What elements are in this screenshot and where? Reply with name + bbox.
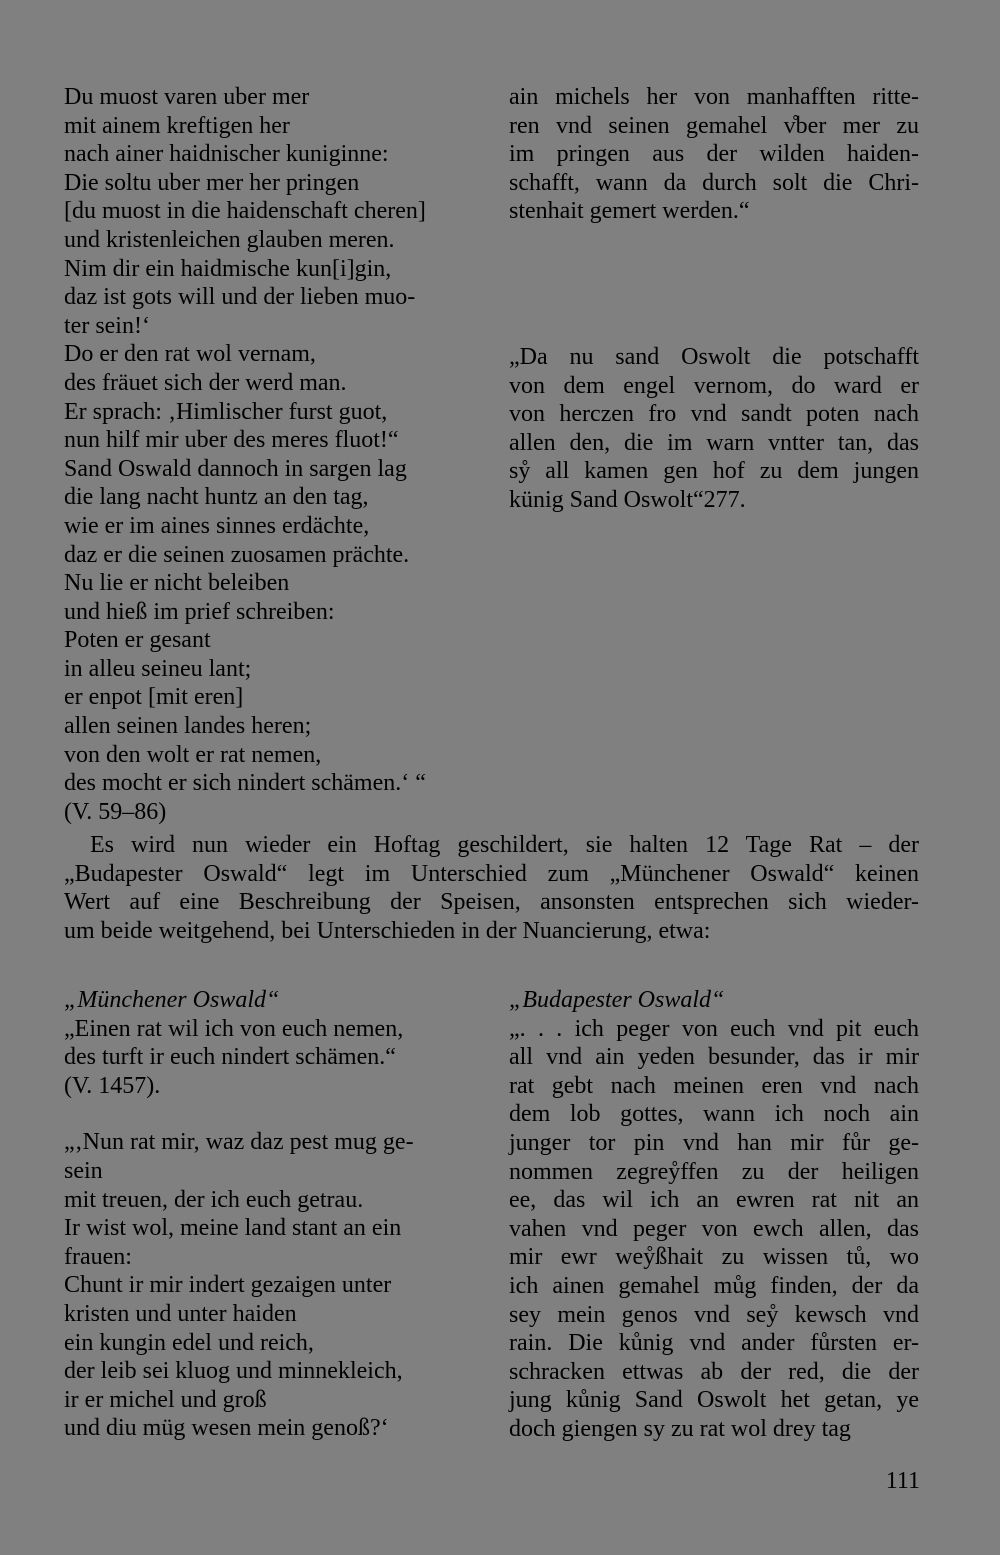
muenchener-oswald-heading: „Münchener Oswald“	[64, 987, 280, 1013]
text-line: sẙ all kamen gen hof zu dem jungen	[509, 458, 919, 485]
text-line: jung kůnig Sand Oswolt het getan, ye	[509, 1387, 919, 1414]
text-line: mir ewr weẙßhait zu wissen tů, wo	[509, 1244, 919, 1271]
right-prose-block-middle	[509, 343, 919, 515]
text-line: daz er die seinen zuosamen prächte.	[64, 541, 410, 568]
text-line: mit treuen, der ich euch getrau.	[64, 1186, 364, 1213]
text-line: Wert auf eine Beschreibung der Speisen, ansonsten entsprechen sich wieder-	[64, 889, 919, 916]
text-line: Du muost varen uber mer	[64, 84, 310, 110]
text-line: Er sprach: ‚Himlischer furst guot,	[64, 398, 388, 425]
text-line: ain michels her von manhafften ritte-	[509, 84, 919, 110]
text-line: und kristenleichen glauben meren.	[64, 226, 395, 253]
text-line: Es wird nun wieder ein Hoftag geschildert, sie halten 12 Tage Rat – der	[90, 832, 919, 858]
text-line: schafft, wann da durch solt die Chri-	[509, 169, 919, 196]
text-line: „‚Nun rat mir, waz daz pest mug ge-	[64, 1129, 414, 1156]
text-line: von den wolt er rat nemen,	[64, 741, 322, 768]
text-line: des fräuet sich der werd man.	[64, 369, 347, 396]
text-line: ir er michel und groß	[64, 1386, 267, 1413]
text-line: nach ainer haidnischer kuniginne:	[64, 141, 389, 168]
text-line: vahen vnd peger von ewch allen, das	[509, 1215, 919, 1242]
text-line: Do er den rat wol vernam,	[64, 341, 316, 368]
left-quote-column	[64, 986, 479, 1443]
text-line: Nu lie er nicht beleiben	[64, 570, 290, 597]
page-number: 111	[885, 1468, 920, 1494]
text-line: und diu müg wesen mein genoß?‘	[64, 1415, 389, 1442]
text-line: Die soltu uber mer her pringen	[64, 169, 360, 196]
text-line: ee, das wil ich an ewren rat nit an	[509, 1187, 919, 1214]
text-line: dem lob gottes, wann ich noch ain	[509, 1101, 919, 1128]
right-quote-column	[509, 986, 919, 1444]
text-line: sey mein genos vnd seẙ kewsch vnd	[509, 1301, 919, 1328]
text-line: (V. 59–86)	[64, 798, 167, 825]
text-line: um beide weitgehend, bei Unterschieden in der Nuancierung, etwa:	[64, 917, 711, 944]
text-line: allen den, die im warn vntter tan, das	[509, 429, 919, 456]
muenchener-quote-1	[64, 1015, 479, 1101]
text-line: die lang nacht huntz an den tag,	[64, 484, 369, 511]
text-line: Sand Oswald dannoch in sargen lag	[64, 455, 407, 482]
text-line: ich ainen gemahel můg finden, der da	[509, 1272, 919, 1299]
text-line: stenhait gemert werden.“	[509, 198, 750, 225]
text-line: frauen:	[64, 1243, 132, 1270]
text-line: künig Sand Oswolt“277.	[509, 486, 746, 513]
text-line: der leib sei kluog und minnekleich,	[64, 1358, 403, 1385]
text-line: mit ainem kreftigen her	[64, 112, 290, 139]
text-line: rat gebt nach meinen eren vnd nach	[509, 1072, 919, 1099]
text-line: (V. 1457).	[64, 1072, 161, 1099]
text-line: „. . . ich peger von euch vnd pit euch	[509, 1015, 919, 1042]
text-line: rain. Die kůnig vnd ander fůrsten er-	[509, 1330, 919, 1357]
text-line: „Einen rat wil ich von euch nemen,	[64, 1015, 404, 1042]
text-line: wie er im aines sinnes erdächte,	[64, 512, 370, 539]
text-line: „Da nu sand Oswolt die potschafft	[509, 344, 919, 370]
text-line: schracken ettwas ab der red, die der	[509, 1358, 919, 1385]
text-line: [du muost in die haidenschaft cheren]	[64, 198, 426, 225]
text-line: Nim dir ein haidmische kun[i]gin,	[64, 255, 392, 282]
budapester-oswald-heading: „Budapester Oswald“	[509, 987, 725, 1013]
text-line: sein	[64, 1157, 103, 1184]
text-line: „Budapester Oswald“ legt im Unterschied zum „Münchener Oswald“ keinen	[64, 860, 919, 887]
text-line: kristen und unter haiden	[64, 1300, 297, 1327]
text-line: Poten er gesant	[64, 627, 211, 654]
text-line: Chunt ir mir indert gezaigen unter	[64, 1272, 392, 1299]
text-line: ein kungin edel und reich,	[64, 1329, 314, 1356]
text-line: all vnd ain yeden besunder, das ir mir	[509, 1044, 919, 1071]
text-line: ren vnd seinen gemahel v̊ber mer zu	[509, 112, 919, 139]
text-line: allen seinen landes heren;	[64, 713, 312, 740]
text-line: nun hilf mir uber des meres fluot!“	[64, 427, 399, 454]
text-line: im pringen aus der wilden haiden-	[509, 141, 919, 168]
text-line: des mocht er sich nindert schämen.‘ “	[64, 770, 426, 797]
text-line: er enpot [mit eren]	[64, 684, 244, 711]
text-line: nommen zegreẙffen zu der heiligen	[509, 1158, 919, 1185]
text-line: des turft ir euch nindert schämen.“	[64, 1044, 396, 1071]
text-line: daz ist gots will und der lieben muo-	[64, 284, 416, 311]
text-line: in alleu seineu lant;	[64, 655, 252, 682]
text-line: und hieß im prief schreiben:	[64, 598, 335, 625]
right-prose-block-top	[509, 83, 919, 226]
budapester-quote	[509, 1015, 919, 1444]
text-line: doch giengen sy zu rat wol drey tag	[509, 1415, 851, 1442]
text-line: junger tor pin vnd han mir fůr ge-	[509, 1129, 919, 1156]
text-line: von dem engel vernom, do ward er	[509, 372, 919, 399]
muenchener-quote-2	[64, 1128, 479, 1443]
text-line: ter sein!‘	[64, 312, 150, 339]
body-paragraph	[64, 831, 919, 945]
text-line: von herczen fro vnd sandt poten nach	[509, 401, 919, 428]
text-line: Ir wist wol, meine land stant an ein	[64, 1215, 402, 1242]
left-verse-block	[64, 83, 479, 826]
